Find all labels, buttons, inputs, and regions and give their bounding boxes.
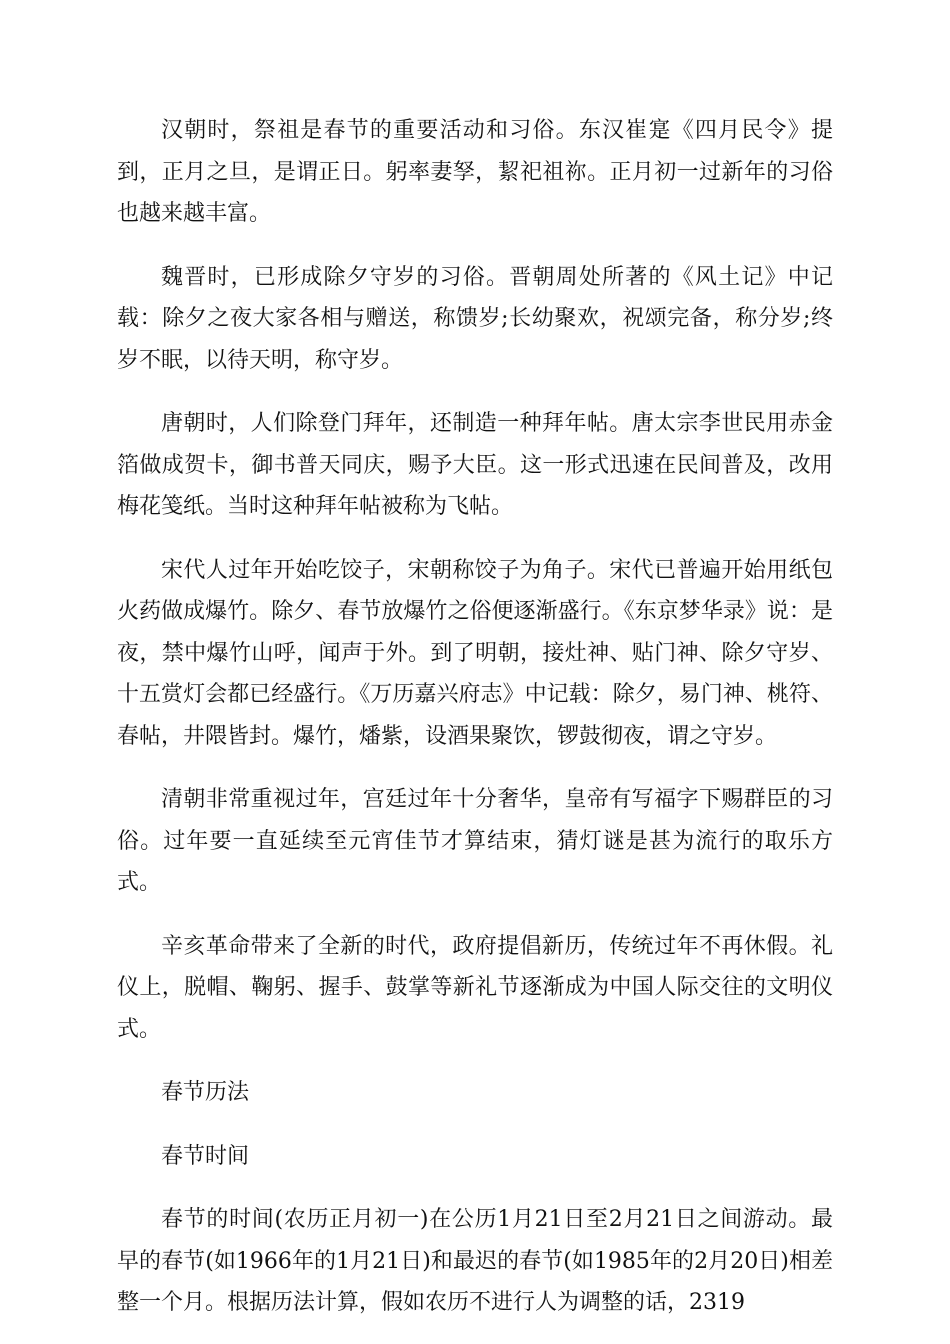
paragraph-festival-date: 春节的时间(农历正月初一)在公历1月21日至2月21日之间游动。最早的春节(如1966年的1月21日)和最迟的春节(如1985年的2月20日)相差整一个月。根据历法计算，假如农历不进行人为调整的话，2319 xyxy=(117,1207,833,1315)
paragraph-wei-jin: 魏晋时，已形成除夕守岁的习俗。晋朝周处所著的《风土记》中记载：除夕之夜大家各相与赠送，称馈岁;长幼聚欢，祝颂完备，称分岁;终岁不眠，以待天明，称守岁。 xyxy=(117,264,833,373)
paragraph-tang-dynasty: 唐朝时，人们除登门拜年，还制造一种拜年帖。唐太宗李世民用赤金箔做成贺卡，御书普天同庆，赐予大臣。这一形式迅速在民间普及，改用梅花笺纸。当时这种拜年帖被称为飞帖。 xyxy=(117,411,833,519)
paragraph-han-dynasty: 汉朝时，祭祖是春节的重要活动和习俗。东汉崔寔《四月民令》提到，正月之旦，是谓正日。躬率妻孥，絜祀祖祢。正月初一过新年的习俗也越来越丰富。 xyxy=(117,118,833,226)
paragraph-qing-dynasty: 清朝非常重视过年，宫廷过年十分奢华，皇帝有写福字下赐群臣的习俗。过年要一直延续至元宵佳节才算结束，猜灯谜是甚为流行的取乐方式。 xyxy=(117,787,833,895)
paragraph-xinhai-revolution: 辛亥革命带来了全新的时代，政府提倡新历，传统过年不再休假。礼仪上，脱帽、鞠躬、握手、鼓掌等新礼节逐渐成为中国人际交往的文明仪式。 xyxy=(117,933,833,1042)
document-page xyxy=(117,110,833,1324)
paragraph-song-ming: 宋代人过年开始吃饺子，宋朝称饺子为角子。宋代已普遍开始用纸包火药做成爆竹。除夕、春节放爆竹之俗便逐渐盛行。《东京梦华录》说：是夜，禁中爆竹山呼，闻声于外。到了明朝，接灶神、贴门神、除夕守岁、十五赏灯会都已经盛行。《万历嘉兴府志》中记载：除夕，易门神、桃符、春帖，井隈皆封。爆竹，燔紫，设酒果聚饮，锣鼓彻夜，谓之守岁。 xyxy=(117,557,833,749)
heading-calendar: 春节历法 xyxy=(161,1080,250,1105)
heading-date: 春节时间 xyxy=(161,1143,250,1169)
